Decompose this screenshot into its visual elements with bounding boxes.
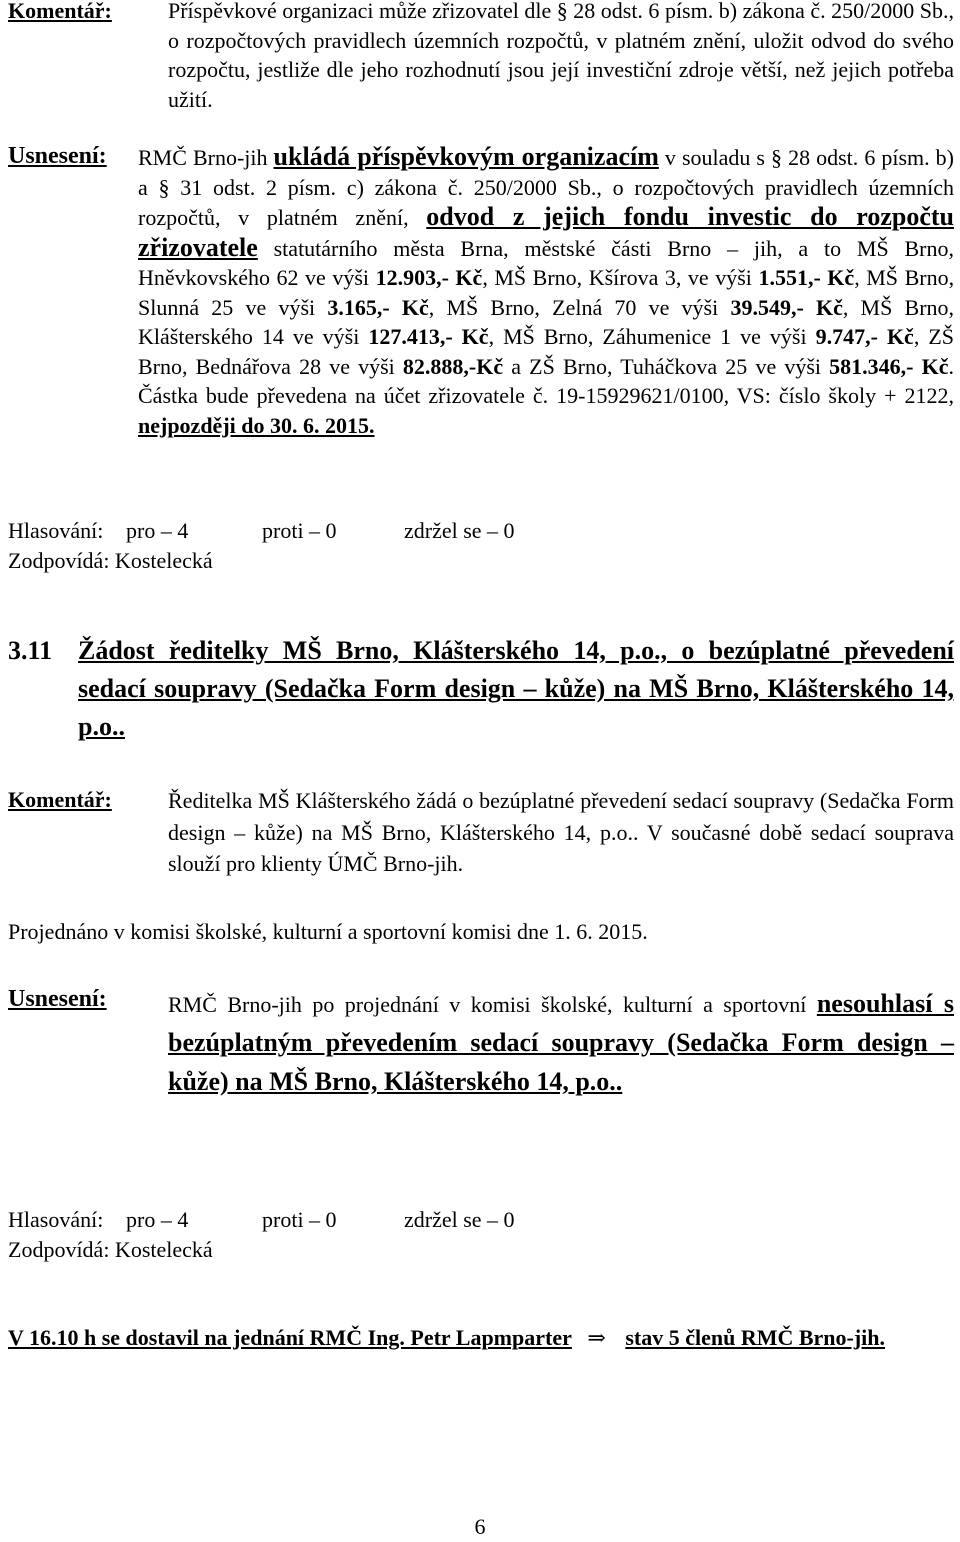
arrow-icon: ⇒ <box>587 1325 606 1350</box>
vote-label: Hlasování: <box>8 1207 104 1232</box>
section-number: 3.11 <box>8 636 53 665</box>
discussed-note: Projednáno v komisi školské, kulturní a sportovní komisi dne 1. 6. 2015. <box>8 919 648 944</box>
comment-label: Komentář: <box>8 0 112 23</box>
resolution-text <box>168 985 954 1102</box>
responsible: Zodpovídá: Kostelecká <box>8 1236 213 1262</box>
amount-7: 82.888,-Kč <box>402 353 504 379</box>
vote-label: Hlasování: <box>8 518 104 543</box>
comment-block-2 <box>8 785 954 880</box>
school-3: , MŠ Brno, Zelná 70 ve výši <box>428 294 719 320</box>
amount-2: 1.551,- Kč <box>758 265 855 290</box>
deadline: nejpozději do 30. 6. 2015. <box>138 412 375 438</box>
attendance-status: stav 5 členů RMČ Brno-jih. <box>625 1325 886 1350</box>
vote-pro: pro – 4 <box>126 1207 189 1232</box>
vote-block-1 <box>8 516 954 575</box>
vote-zdrzel: zdržel se – 0 <box>404 518 515 543</box>
resolution-text <box>138 142 954 440</box>
vote-proti: proti – 0 <box>262 1207 337 1232</box>
section-heading <box>8 632 954 746</box>
transfer-info: . Částka bude převedena na účet zřizovatele č. 19-15929621/0100, VS: číslo školy + 2122, <box>138 353 955 408</box>
amount-6: 9.747,- Kč <box>815 324 914 349</box>
vote-proti: proti – 0 <box>262 518 337 543</box>
resolution-detail: statutárního města Brna, městské části Brno – jih, a to MŠ Brno, Hněvkovského 62 ve výši <box>138 235 954 290</box>
resolution-action: odvod z jejich fondu investic do rozpočtu zřizovatele <box>138 202 955 262</box>
comment-text: Ředitelka MŠ Klášterského žádá o bezúplatné převedení sedací soupravy (Sedačka Form design – kůže) na MŠ Brno, Klášterského 14, p.o.. V současné době sedací souprava slouží pro klienty ÚMČ Brno-jih. <box>168 788 954 876</box>
vote-line <box>8 516 954 546</box>
resolution-label: Usnesení: <box>8 986 107 1012</box>
amount-5: 127.413,- Kč <box>368 324 489 349</box>
amount-4: 39.549,- Kč <box>730 294 843 320</box>
vote-zdrzel: zdržel se – 0 <box>404 1207 515 1232</box>
vote-pro: pro – 4 <box>126 518 189 543</box>
school-5: , MŠ Brno, Záhumenice 1 ve výši <box>488 324 807 349</box>
vote-block-2 <box>8 1205 954 1264</box>
school-6: , ZŠ Brno, Bednářova 28 ve výši <box>138 324 955 379</box>
school-7: a ZŠ Brno, Tuháčkova 25 ve výši <box>511 353 822 379</box>
comment-block-1 <box>8 0 954 114</box>
resolution-subject: RMČ Brno-jih <box>138 145 268 170</box>
comment-label: Komentář: <box>8 787 112 812</box>
vote-line <box>8 1205 954 1235</box>
amount-1: 12.903,- Kč <box>375 265 483 290</box>
school-2: , MŠ Brno, Slunná 25 ve výši <box>138 265 955 320</box>
section-title: Žádost ředitelky MŠ Brno, Klášterského 14, p.o., o bezúplatné převedení sedací soupravy (Sedačka Form design – kůže) na MŠ Brno, Klášterského 14, p.o.. <box>78 636 954 741</box>
school-4: , MŠ Brno, Klášterského 14 ve výši <box>138 294 955 349</box>
resolution-block-2 <box>8 985 954 1102</box>
comment-text: Příspěvkové organizaci může zřizovatel dle § 28 odst. 6 písm. b) zákona č. 250/2000 Sb., o rozpočtových pravidlech územních rozpočtů, v platném znění, uložit odvod do svého rozpočtu, jestliže dle jeho rozhodnutí jsou její investiční zdroje větší, než jejich potřeba užití. <box>168 0 954 112</box>
resolution-label: Usnesení: <box>8 143 107 169</box>
resolution-subject: RMČ Brno-jih po projednání v komisi školské, kulturní a sportovní <box>168 992 807 1017</box>
responsible: Zodpovídá: Kostelecká <box>8 547 213 573</box>
resolution-block-1 <box>8 142 954 440</box>
resolution-verb: ukládá příspěvkovým organizacím <box>273 142 659 171</box>
school-1: , MŠ Brno, Kšírova 3, ve výši <box>482 265 752 290</box>
amount-3: 3.165,- Kč <box>327 294 429 320</box>
resolution-verb: nesouhlasí s bezúplatným převedením sedací soupravy (Sedačka Form design – kůže) na MŠ Brno, Klášterského 14, p.o.. <box>168 989 954 1096</box>
attendance-text: V 16.10 h se dostavil na jednání RMČ Ing. Petr Lapmparter <box>8 1325 572 1350</box>
resolution-legal-basis: v souladu s § 28 odst. 6 písm. b) a § 31 odst. 2 písm. c) zákona č. 250/2000 Sb., o rozpočtových pravidlech územních rozpočtů, v platném znění, <box>138 145 955 230</box>
page-number: 6 <box>474 1514 486 1539</box>
amount-8: 581.346,- Kč <box>829 353 949 379</box>
attendance-note <box>8 1323 954 1353</box>
